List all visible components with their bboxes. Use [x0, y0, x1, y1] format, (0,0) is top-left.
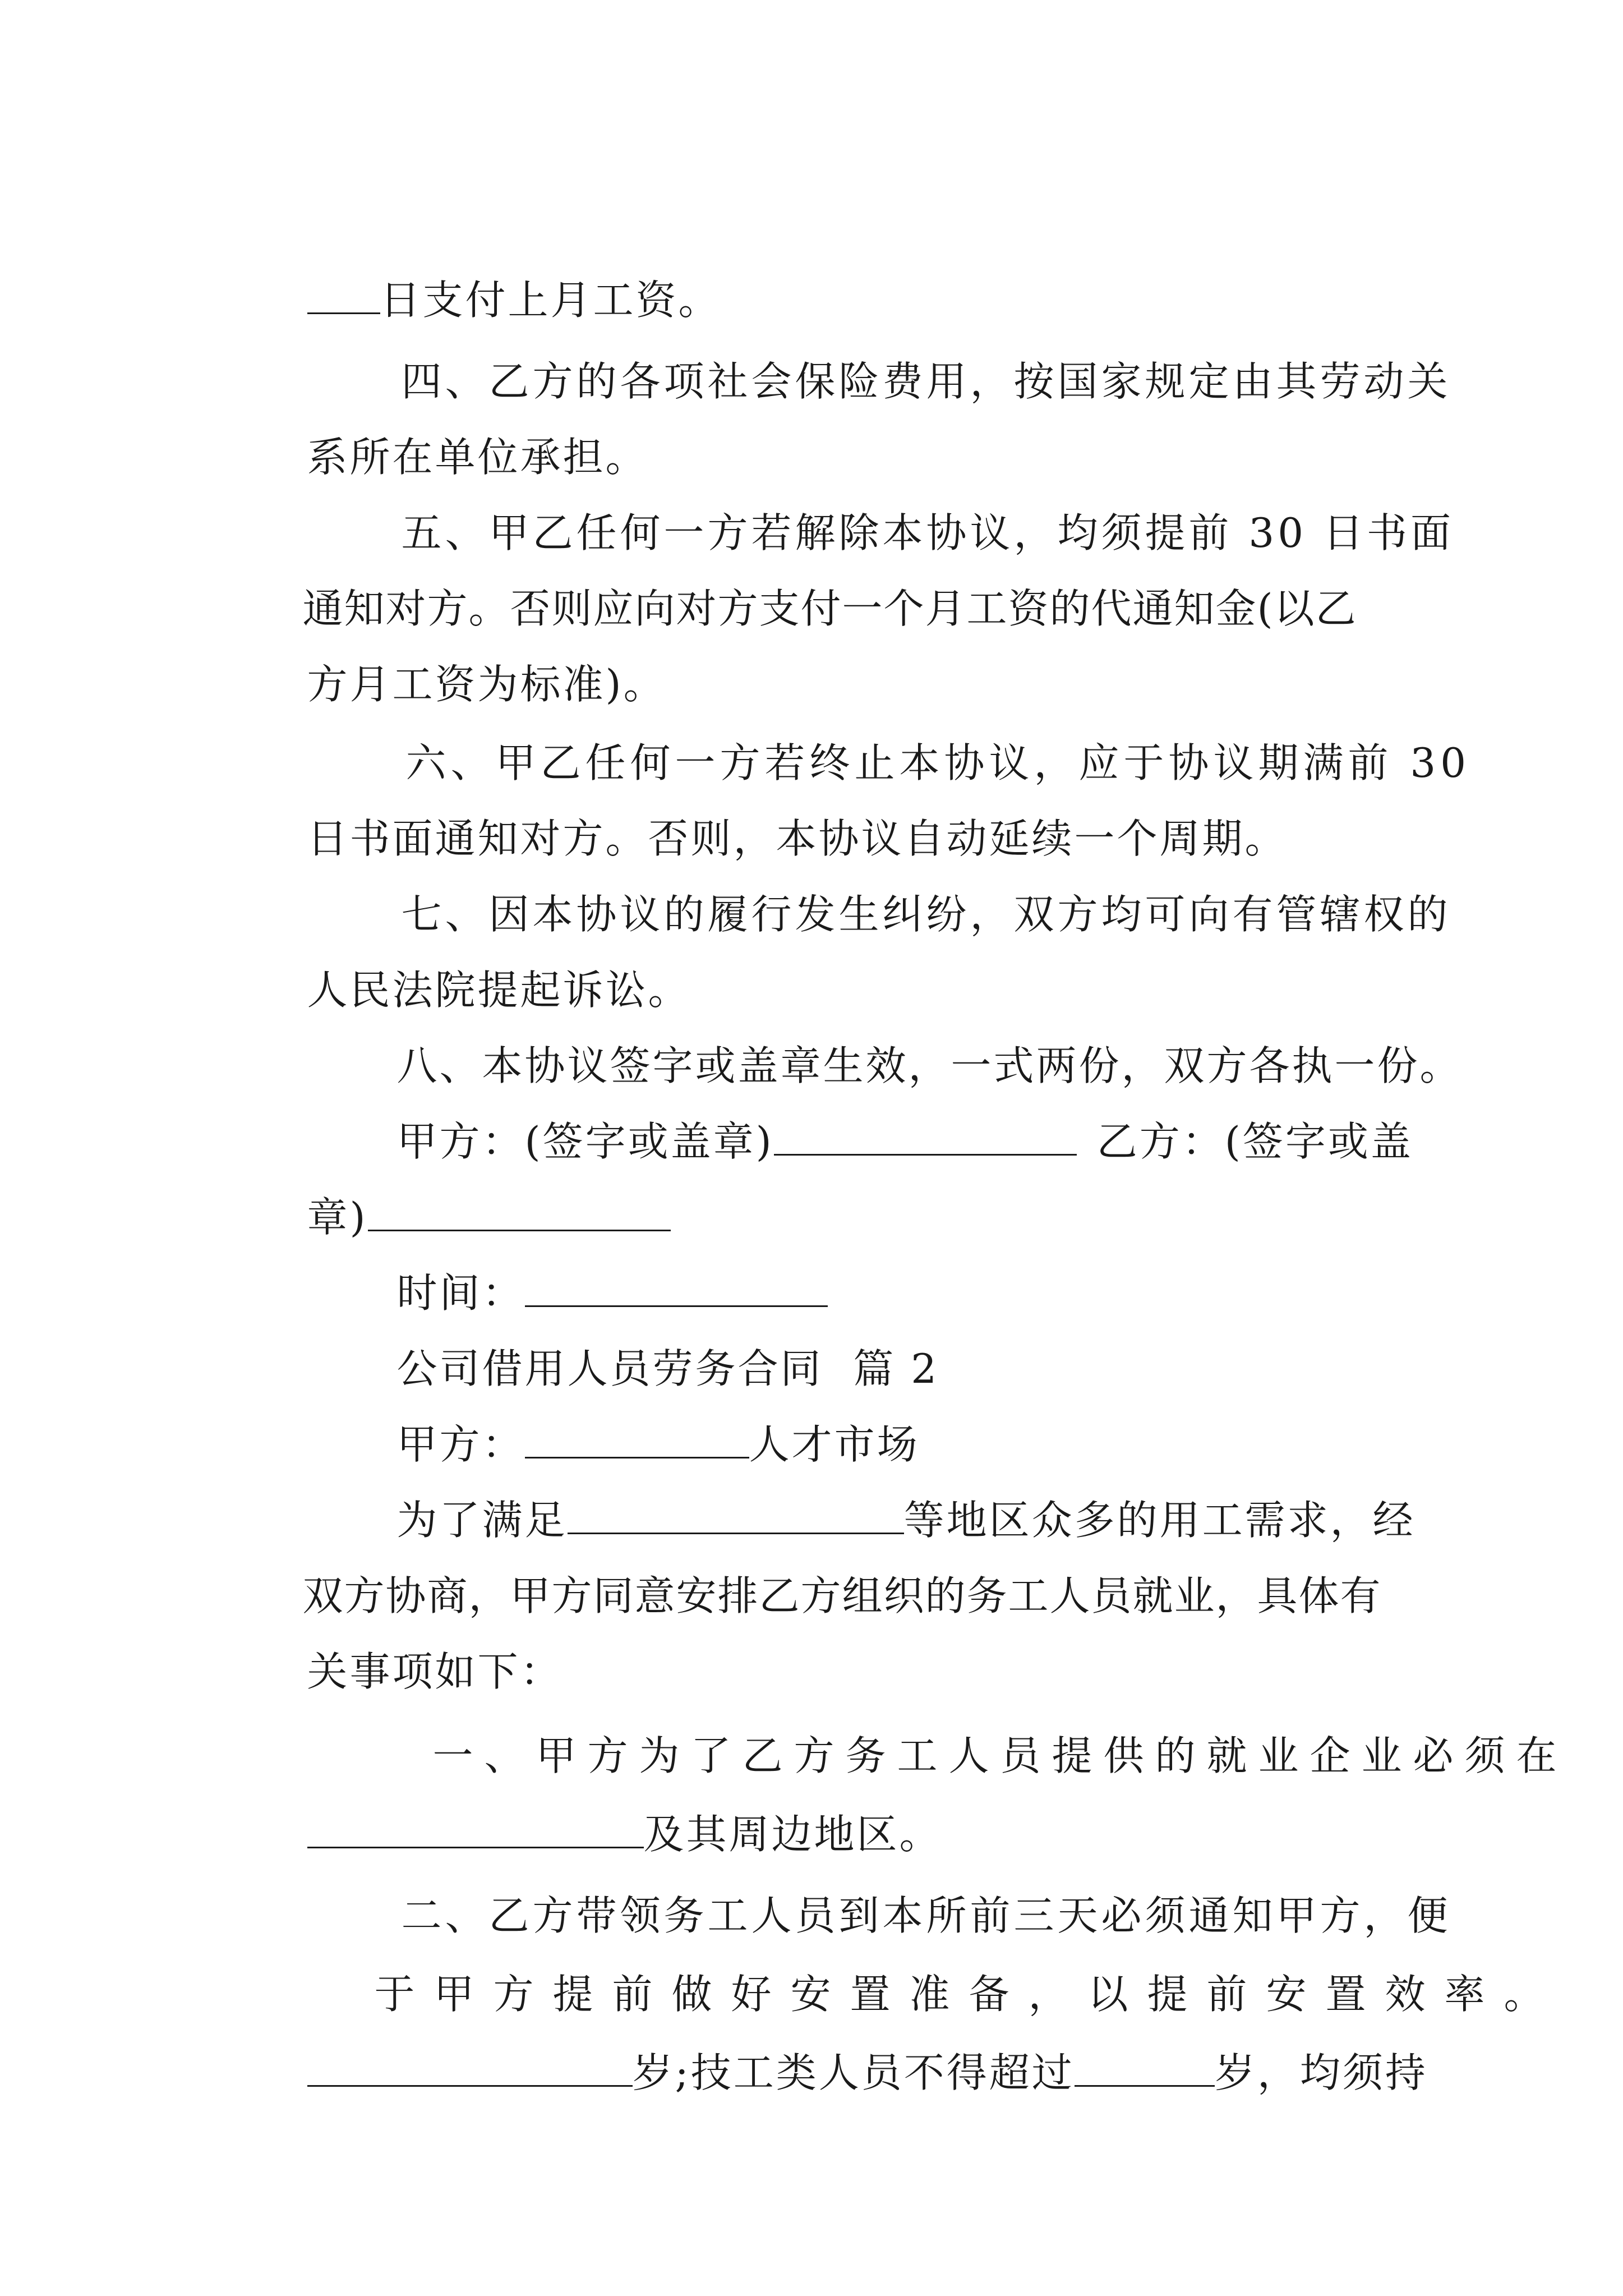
age-limit-blank-1[interactable]	[307, 2050, 633, 2087]
line-text: 五、甲乙任何一方若解除本协议，均须提前 30 日书面	[401, 509, 1454, 556]
line-text: 系所在单位承担。	[307, 434, 648, 481]
party-b-signature-label-cont: 章)	[307, 1194, 368, 1241]
line-text: 六、甲乙任何一方若终止本协议，应于协议期满前 30	[405, 739, 1471, 786]
line-text: 二、乙方带领务工人员到本所前三天必须通知甲方，便	[401, 1892, 1451, 1939]
party-a-signature-label: 甲方：(签字或盖章)	[396, 1118, 774, 1165]
line-text: 岁，均须持	[1214, 2049, 1428, 2096]
line-text: 关事项如下：	[307, 1648, 563, 1695]
contract-title: 公司借用人员劳务合同 篇 2	[396, 1345, 939, 1392]
party-b-signature-label: 乙方：(签字或盖	[1096, 1118, 1413, 1165]
line-text: 日支付上月工资。	[380, 277, 721, 324]
line-text: 方月工资为标准)。	[307, 661, 666, 708]
line-text: 通知对方。否则应向对方支付一个月工资的代通知金(以乙	[302, 585, 1357, 632]
line-text: 于甲方提前做好安置准备，以提前安置效率。	[374, 1971, 1564, 2018]
line-text: 岁;技工类人员不得超过	[632, 2049, 1075, 2096]
line-text: 双方协商，甲方同意安排乙方组织的务工人员就业，具体有	[302, 1572, 1382, 1619]
line-text: 八、本协议签字或盖章生效，一式两份，双方各执一份。	[396, 1042, 1463, 1089]
date-label: 时间：	[396, 1269, 525, 1317]
line-text: 四、乙方的各项社会保险费用，按国家规定由其劳动关	[401, 358, 1451, 405]
party-a-suffix: 人才市场	[749, 1421, 920, 1468]
party-a-signature-blank[interactable]	[774, 1119, 1077, 1156]
line-text: 等地区众多的用工需求，经	[903, 1497, 1415, 1544]
line-text: 七、因本协议的履行发生纠纷，双方均可向有管辖权的	[401, 891, 1451, 938]
clause-2-line-3	[247, 1989, 1428, 2157]
age-limit-blank-2[interactable]	[1075, 2050, 1215, 2087]
line-text: 日书面通知对方。否则，本协议自动延续一个周期。	[307, 815, 1288, 862]
line-text: 及其周边地区。	[643, 1811, 942, 1858]
line-text: 为了满足	[396, 1497, 568, 1544]
line-text: 人民法院提起诉讼。	[307, 967, 691, 1014]
party-a-label: 甲方：	[396, 1421, 525, 1468]
line-text: 一、甲方为了乙方务工人员提供的就业企业必须在	[432, 1732, 1568, 1779]
